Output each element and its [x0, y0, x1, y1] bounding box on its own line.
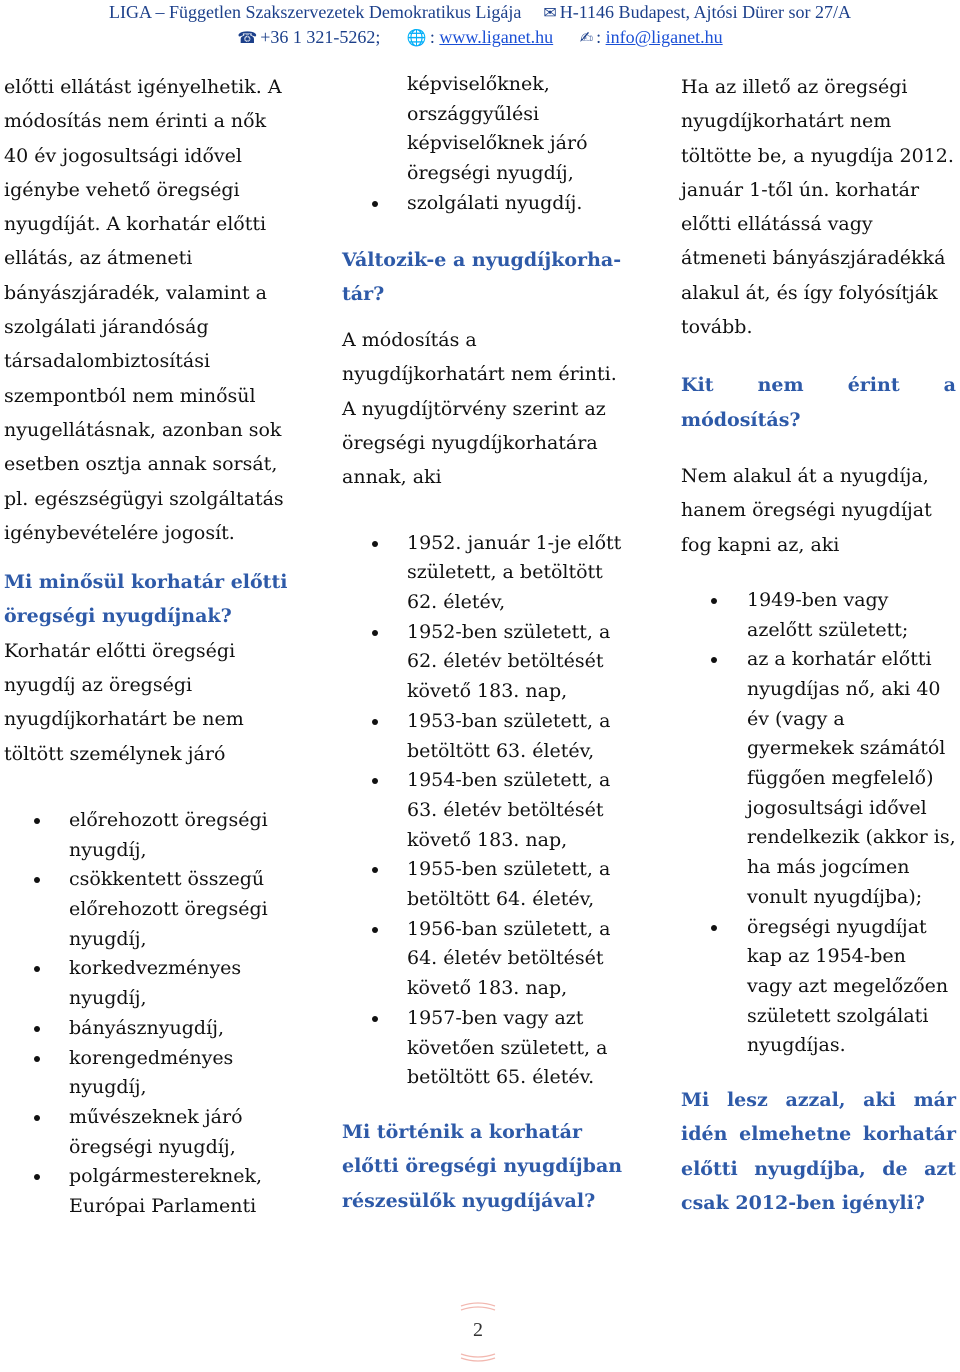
list-item: művészeknek járó öregségi nyugdíj,: [4, 1103, 294, 1162]
col3-heading-1: Kit nem érint a módosítás?: [681, 374, 956, 431]
bullet-icon: [34, 1115, 40, 1121]
col3-para-1: Ha az illető az öregségi nyugdíjkorhatárt nem töltötte be, a nyugdíja 2012. január 1-től ún. korhatár előtti ellátássá vagy átmeneti bányászjáradékká alakul át, és így folyósítják tovább.: [681, 76, 954, 339]
email-label: :: [596, 27, 602, 47]
page-header: [0, 0, 960, 48]
list-item: az a korhatár előtti nyugdíjas nő, aki 40 év (vagy a gyermekek számától függően megfelelő) jogosultsági idővel rendelkezik (akkor is, ha más jogcímen vonult nyugdíjba);: [681, 645, 956, 912]
website-link[interactable]: www.liganet.hu: [439, 27, 554, 47]
bullet-icon: [34, 1026, 40, 1032]
list-item: 1953-ban született, a betöltött 63. életév,: [342, 707, 632, 766]
email-link[interactable]: info@liganet.hu: [605, 27, 723, 47]
bullet-icon: [372, 867, 378, 873]
bullet-icon: [34, 1056, 40, 1062]
bullet-icon: [34, 1174, 40, 1180]
list-item: 1949-ben vagy azelőtt született;: [681, 586, 956, 645]
list-item: csökkentett összegű előrehozott öregségi nyugdíj,: [4, 865, 294, 954]
web-label: :: [429, 27, 435, 47]
header-line-1: [0, 0, 960, 25]
list-item: 1955-ben született, a betöltött 64. életév,: [342, 855, 632, 914]
list-item: korkedvezményes nyugdíj,: [4, 954, 294, 1013]
bullet-icon: [372, 541, 378, 547]
column-3: [681, 70, 956, 1220]
list-item: polgármestereknek, Európai Parlamenti: [4, 1162, 294, 1221]
org-name: LIGA – Független Szakszervezetek Demokratikus Ligája: [108, 2, 522, 22]
list-item: 1954-ben született, a 63. életév betöltését követő 183. nap,: [342, 766, 632, 855]
col2-list-1: [342, 529, 632, 1093]
header-line-2: [0, 25, 960, 50]
bullet-icon: [372, 201, 378, 207]
column-1: [4, 70, 294, 1222]
bullet-icon: [372, 719, 378, 725]
col2-para-1: A módosítás a nyugdíjkorhatárt nem érinti. A nyugdíjtörvény szerint az öregségi nyugdíjkorhatára annak, aki: [342, 329, 617, 489]
col1-intro: előtti ellátást igényelhetik. A módosítás nem érinti a nők 40 év jogosultsági idővel igénybe vehető öregségi nyugdíját. A korhatár előtti ellátás, az átmeneti bányászjáradék, valamint a szolgálati járandóság társadalombiztosítási szempontból nem minősül nyugellátásnak, azonban sok esetben osztja annak sorsát, pl. egészségügyi szolgáltatás igénybevételére jogosít.: [4, 76, 284, 544]
list-item: 1957-ben vagy azt követően született, a betöltött 65. életév.: [342, 1004, 632, 1093]
bullet-icon: [34, 966, 40, 972]
list-item: 1952. január 1-je előtt született, a betöltött 62. életév,: [342, 529, 632, 618]
bullet-icon: [372, 927, 378, 933]
col2-heading-2: Mi történik a korhatár előtti öregségi nyugdíjban részesülők nyugdíjával?: [342, 1120, 623, 1212]
page-number-badge: [455, 1302, 501, 1362]
org-address: H-1146 Budapest, Ajtósi Dürer sor 27/A: [559, 2, 852, 22]
list-item: bányásznyugdíj,: [4, 1014, 294, 1044]
col2-list-continued: [342, 70, 632, 219]
bullet-icon: [34, 818, 40, 824]
col3-heading-2: Mi lesz azzal, aki már idén elmehetne korhatár előtti nyugdíjba, de azt csak 2012-ben igényli?: [681, 1089, 956, 1214]
list-item: szolgálati nyugdíj.: [342, 189, 632, 219]
bullet-icon: [711, 657, 717, 663]
col3-para-2: Nem alakul át a nyugdíja, hanem öregségi nyugdíjat fog kapni az, aki: [681, 464, 932, 556]
list-item: öregségi nyugdíjat kap az 1954-ben vagy azt megelőzően született szolgálati nyugdíjas.: [681, 913, 956, 1062]
bullet-icon: [711, 598, 717, 604]
bullet-icon: [711, 925, 717, 931]
page-number: 2: [473, 1319, 483, 1341]
bullet-icon: [34, 877, 40, 883]
globe-icon: 🌐: [406, 28, 427, 47]
col1-para-1: Korhatár előtti öregségi nyugdíj az öregségi nyugdíjkorhatárt be nem töltött személynek járó: [4, 639, 244, 765]
envelope-icon: ✉: [543, 3, 557, 22]
column-2: [342, 70, 632, 1218]
list-item: 1952-ben született, a 62. életév betöltését követő 183. nap,: [342, 618, 632, 707]
col1-heading-1: Mi minősül korhatár előtti öregségi nyugdíjnak?: [4, 571, 288, 628]
list-item: korengedményes nyugdíj,: [4, 1044, 294, 1103]
list-item: előrehozott öregségi nyugdíj,: [4, 806, 294, 865]
bullet-icon: [372, 1016, 378, 1022]
col1-list-1: [4, 806, 294, 1222]
phone-icon: ☎: [237, 28, 258, 47]
bullet-icon: [372, 778, 378, 784]
org-phone: +36 1 321-5262;: [260, 27, 381, 47]
col2-heading-1: Változik-e a nyugdíjkorha-tár?: [342, 248, 622, 305]
list-item-continued: képviselőknek, országgyűlési képviselőknek járó öregségi nyugdíj,: [407, 73, 588, 185]
bullet-icon: [372, 630, 378, 636]
list-item: 1956-ban született, a 64. életév betöltését követő 183. nap,: [342, 915, 632, 1004]
col3-list-1: [681, 586, 956, 1061]
email-icon: ✍: [579, 28, 594, 47]
